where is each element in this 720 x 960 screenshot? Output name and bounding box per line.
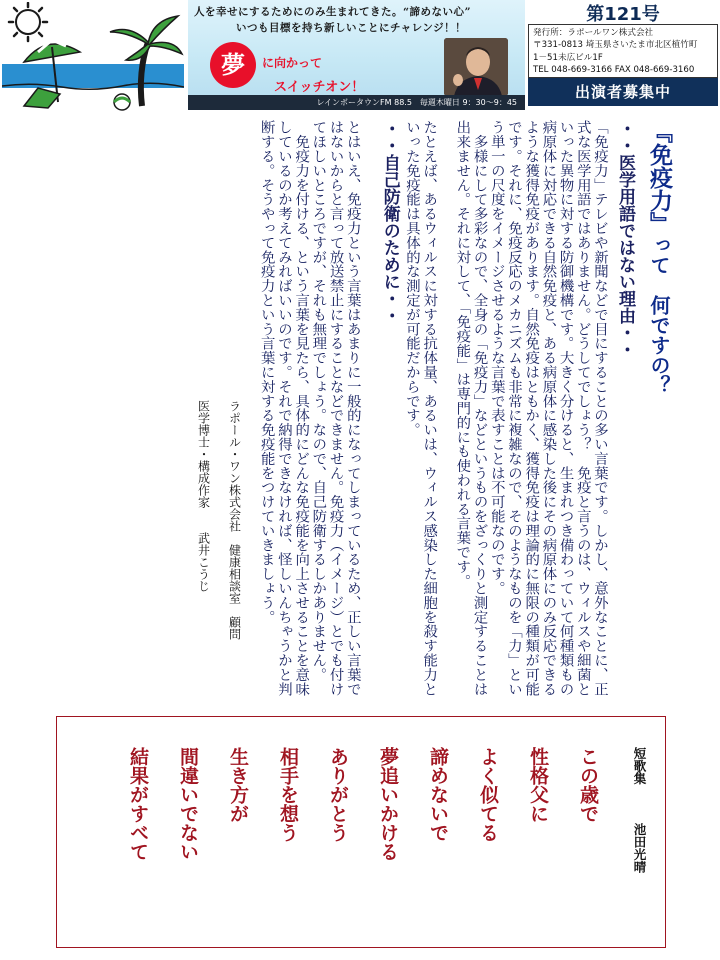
radio-schedule: レインボータウンFM 88.5 毎週木曜日 9：30〜9：45 <box>188 95 525 110</box>
tanka-author: 池田光晴 <box>632 822 647 873</box>
author-affiliation: ラポール・ワン株式会社 健康相談室 顧問 <box>227 400 242 640</box>
article-paragraph: とはいえ、免疫力という言葉はあまりに一般的になってしまっているため、正しい言葉ではないからと言って放送禁止にすることなどできません。免疫力（イメージ）とでも付けてほしいところですが、それも無理でしょう。なので、自己防衛するしかありません。 <box>310 120 361 696</box>
issue-number: 第121号 <box>586 4 660 25</box>
dream-badge: 夢 <box>210 42 256 88</box>
tanka-line: 結果がすべて <box>127 747 149 861</box>
tanka-box <box>56 716 666 948</box>
section-heading-defense: ・・自己防衛のために・・ <box>379 120 400 324</box>
tanka-line: 間違いでない <box>177 747 199 861</box>
publisher-line: 〒331-0813 埼玉県さいたま市北区植竹町 <box>533 40 698 51</box>
article-title <box>644 120 674 710</box>
article-title-rest: って 何ですの？ <box>647 235 671 395</box>
tanka-heading <box>631 747 647 937</box>
tanka-line: 諦めないで <box>427 747 449 842</box>
article-paragraph: 免疫力を付ける、という言葉を見たら、具体的にどんな免疫能を向上させることを意味しているのか考えてみればいいのです。それで納得できなければ、怪しいんちゃうかと判断する。そうやって免疫力という言葉に対する免疫能をつけていきましょう。 <box>258 120 310 696</box>
publisher-line: TEL 048-669-3166 FAX 048-669-3160 <box>533 65 695 76</box>
author-name: 医学博士・構成作家 武井こうじ <box>196 400 211 592</box>
publisher-line: 1－51未広ビル1F <box>533 52 603 63</box>
article-paragraph: 「免疫力」テレビや新聞などで目にすることの多い言葉です。しかし、意外なことに、正式な医学用語ではありません。どうしてでしょう？ 免疫と言うのは、ウィルスや細菌といった異物に対する防御機構です。大きく分けると、生まれつき備わっていて何種類もの病原体に対応できる自然免疫と、ある病原体に感染した後にその病原体にのみ反応できるような獲得免疫があります。自然免疫はともかく、獲得免疫は理論的に無限の種類が可能です。それに、免疫反応のメカニズムも非常に複雑なので、そのようなものを「力」という単一の尺度をイメージさせるような言葉で表すことは不可能なのです。 <box>488 120 608 696</box>
tanka-content <box>77 747 647 937</box>
article-paragraph: たとえば、あるウィルスに対する抗体量、あるいは、ウィルス感染した細胞を殺す能力といった免疫能は具体的な測定が可能だからです。 <box>403 120 438 696</box>
radio-banner <box>188 0 525 110</box>
article <box>62 120 674 710</box>
tanka-line: 相手を想う <box>277 747 299 842</box>
tanka-title: 短歌集 <box>632 747 647 785</box>
tanka-line: よく似てる <box>477 747 499 842</box>
banner-switch-on: スイッチオン！ <box>274 80 365 95</box>
banner-mukatte: に向かって <box>262 56 323 70</box>
recruit-banner: 出演者募集中 <box>528 78 718 106</box>
beach-illustration <box>2 2 184 114</box>
host-photo <box>444 38 508 96</box>
tanka-line: ありがとう <box>327 747 349 842</box>
article-paragraph: 多様にして多彩なので、全身の「免疫力」などというものをざっくりと測定することは出来ません。それに対して、「免疫能」は専門的にも使われる言葉です。 <box>454 120 488 696</box>
publisher-info <box>528 24 718 78</box>
section-heading-medical: ・・医学用語ではない理由・・ <box>615 120 635 358</box>
tanka-line: 生き方が <box>227 747 249 823</box>
publisher-line: 発行所：ラポールワン株式会社 <box>533 28 654 38</box>
tanka-line: 夢追いかける <box>377 747 399 861</box>
banner-motto: 人を幸せにするためにのみ生まれてきた。“諦めない心” <box>194 6 472 18</box>
banner-challenge: いつも目標を持ち新しいことにチャレンジ！！ <box>236 22 467 34</box>
article-title-keyword: 『免疫力』 <box>646 120 672 235</box>
tanka-line: この歳で <box>577 747 599 823</box>
tanka-line: 性格父に <box>527 747 549 823</box>
